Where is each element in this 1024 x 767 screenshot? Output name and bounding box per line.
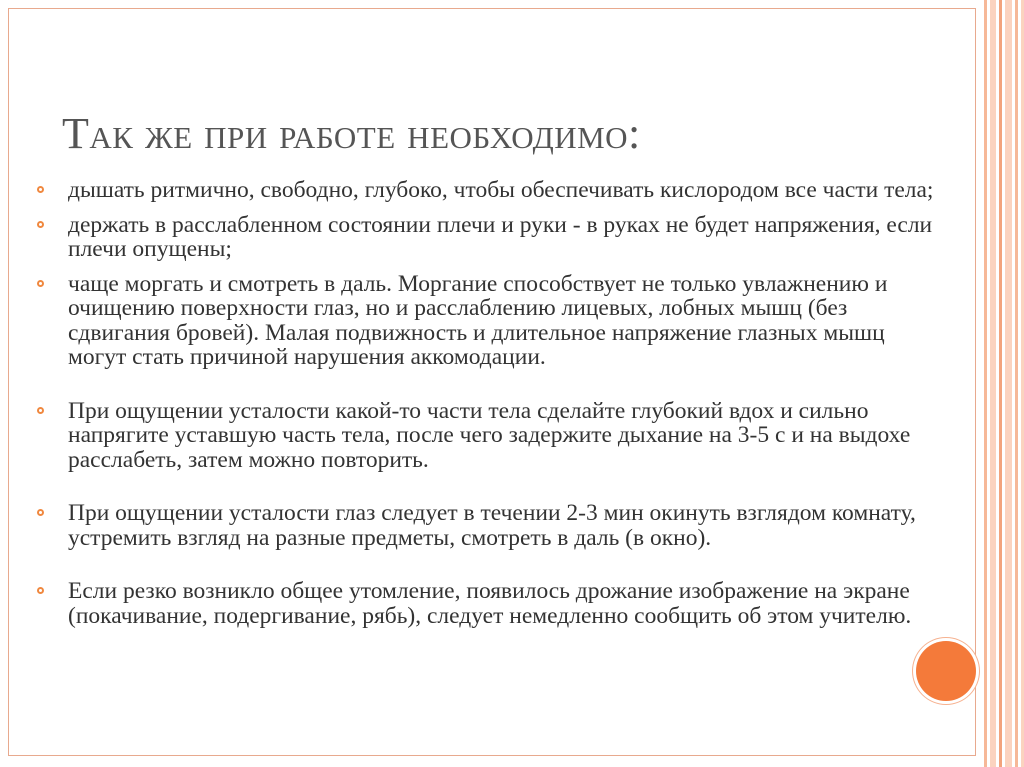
- bullet-text: чаще моргать и смотреть в даль. Моргание способствует не только увлажнению и очищению поверхности глаз, но и расслаблению лицевых, лобных мышц (без сдвигания бровей). Малая подвижность и длительное напряжение глазных мышц могут стать причиной нарушения аккомодации.: [68, 270, 888, 370]
- bullet-item: [36, 399, 941, 473]
- bullet-item: [36, 272, 941, 370]
- stripe: [990, 0, 996, 767]
- decorative-circle: [916, 641, 976, 701]
- bullet-item: [36, 178, 941, 203]
- bullet-item: [36, 501, 941, 550]
- stripe: [984, 0, 987, 767]
- bullet-text: держать в расслабленном состоянии плечи и руки - в руках не будет напряжения, если плечи опущены;: [68, 211, 933, 262]
- bullet-item: [36, 579, 941, 628]
- bullet-circle-icon: [37, 221, 44, 228]
- bullet-circle-icon: [37, 509, 44, 516]
- bullet-circle-icon: [37, 407, 44, 414]
- bullet-item: [36, 213, 941, 262]
- decorative-stripes: [984, 0, 1024, 767]
- bullet-text: дышать ритмично, свободно, глубоко, чтобы обеспечивать кислородом все части тела;: [68, 177, 934, 203]
- bullet-list: [36, 178, 941, 628]
- stripe: [999, 0, 1002, 767]
- bullet-circle-icon: [37, 587, 44, 594]
- bullet-text: Если резко возникло общее утомление, появилось дрожание изображение на экране (покачивание, подергивание, рябь), следует немедленно сообщить об этом учителю.: [68, 578, 912, 629]
- stripe: [1005, 0, 1012, 767]
- bullet-circle-icon: [37, 186, 44, 193]
- bullet-text: При ощущении усталости какой-то части тела сделайте глубокий вдох и сильно напрягите уставшую часть тела, после чего задержите дыхание на 3-5 с и на выдохе расслабеть, затем можно повторить.: [68, 397, 911, 473]
- bullet-circle-icon: [37, 280, 44, 287]
- slide-title: Так же при работе необходимо:: [62, 109, 641, 158]
- bullet-text: При ощущении усталости глаз следует в течении 2-3 мин окинуть взглядом комнату, устремить взгляд на разные предметы, смотреть в даль (в окно).: [68, 500, 916, 551]
- stripe: [1015, 0, 1018, 767]
